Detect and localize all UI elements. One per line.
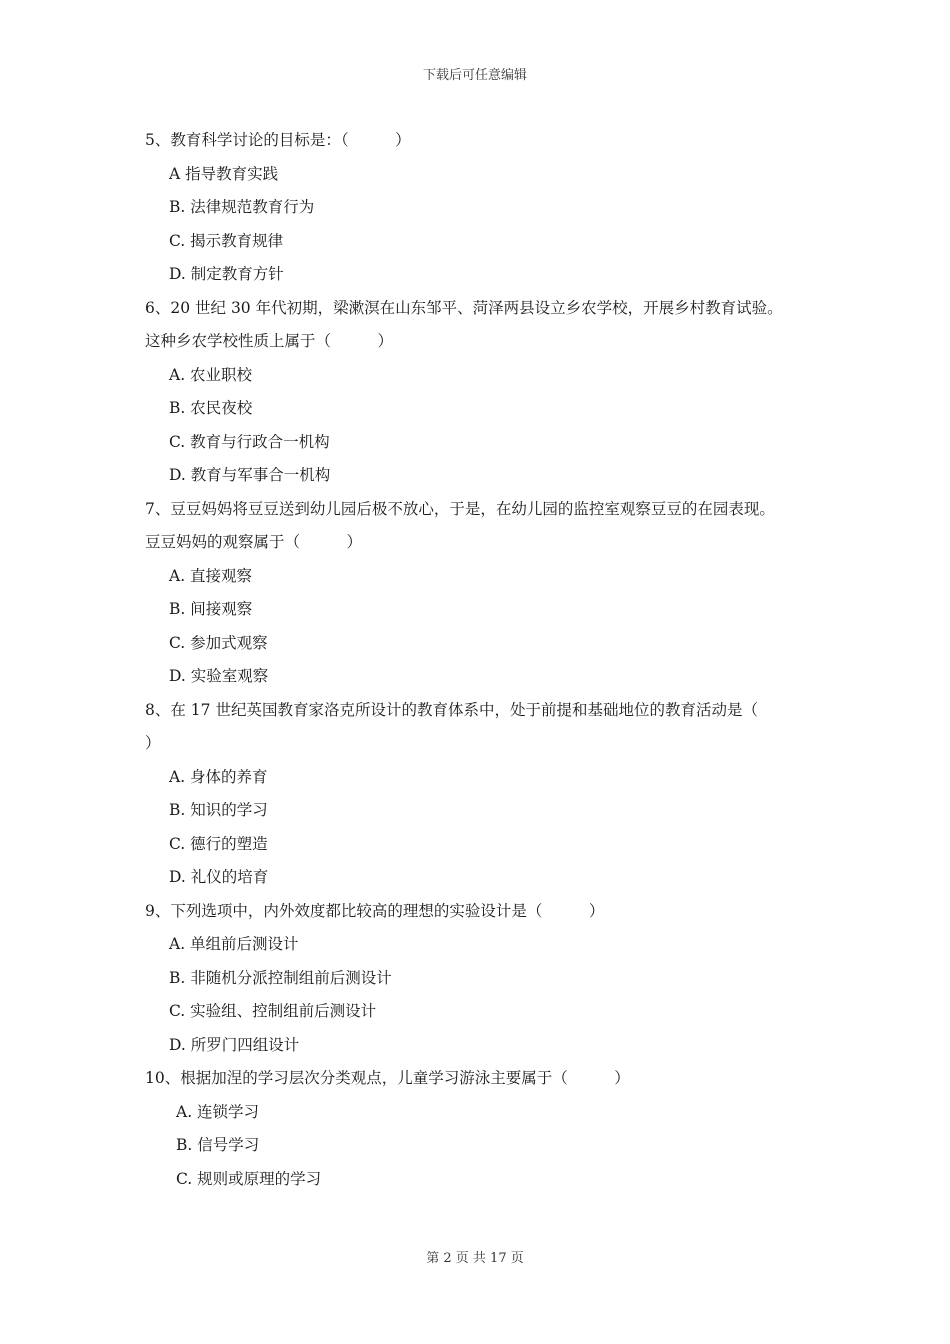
- option-c: C. 德行的塑造: [169, 834, 268, 853]
- page-footer: 第 2 页 共 17 页: [426, 1251, 524, 1266]
- question-8: [145, 694, 825, 895]
- option-b: B. 信号学习: [176, 1136, 260, 1154]
- option-a: A. 身体的养育: [169, 767, 268, 786]
- option-d: D. 实验室观察: [169, 667, 269, 685]
- question-list: [145, 124, 825, 1196]
- question-5: [145, 124, 825, 292]
- option-c: C. 实验组、控制组前后测设计: [169, 1002, 377, 1020]
- question-stem: 9、下列选项中，内外效度都比较高的理想的实验设计是（ ）: [145, 901, 605, 920]
- option-a: A 指导教育实践: [169, 164, 279, 183]
- option-a: A. 直接观察: [169, 566, 253, 585]
- option-b: B. 间接观察: [169, 600, 253, 618]
- question-stem-line-2: 这种乡农学校性质上属于（ ）: [145, 332, 394, 350]
- question-stem-line-1: 8、在 17 世纪英国教育家洛克所设计的教育体系中，处于前提和基础地位的教育活动是（: [145, 700, 758, 719]
- question-stem: 10、根据加涅的学习层次分类观点，儿童学习游泳主要属于（ ）: [145, 1069, 630, 1087]
- question-7: [145, 493, 825, 694]
- option-d: D. 所罗门四组设计: [169, 1035, 300, 1054]
- question-stem-line-2: ）: [145, 734, 161, 752]
- question-9: [145, 895, 825, 1063]
- option-a: A. 农业职校: [169, 365, 253, 384]
- option-d: D. 教育与军事合一机构: [169, 466, 331, 484]
- question-stem-line-1: 7、豆豆妈妈将豆豆送到幼儿园后极不放心，于是，在幼儿园的监控室观察豆豆的在园表现。: [145, 499, 775, 518]
- option-b: B. 非随机分派控制组前后测设计: [169, 968, 392, 987]
- question-6: [145, 292, 825, 493]
- question-stem: 5、教育科学讨论的目标是：（ ）: [145, 131, 411, 149]
- option-b: B. 知识的学习: [169, 801, 268, 819]
- option-c: C. 规则或原理的学习: [176, 1169, 322, 1188]
- option-a: A. 单组前后测设计: [169, 935, 299, 953]
- question-10: [145, 1062, 825, 1196]
- question-stem-line-1: 6、20 世纪 30 年代初期，梁漱溟在山东邹平、菏泽两县设立乡农学校，开展乡村教育试验。: [145, 298, 783, 317]
- page-header: 下载后可任意编辑: [422, 68, 527, 83]
- option-c: C. 教育与行政合一机构: [169, 432, 330, 451]
- option-c: C. 参加式观察: [169, 633, 268, 652]
- option-b: B. 农民夜校: [169, 399, 253, 417]
- option-c: C. 揭示教育规律: [169, 231, 284, 250]
- question-stem-line-2: 豆豆妈妈的观察属于（ ）: [145, 533, 363, 551]
- option-d: D. 礼仪的培育: [169, 868, 269, 886]
- option-d: D. 制定教育方针: [169, 265, 284, 283]
- option-a: A. 连锁学习: [176, 1102, 260, 1121]
- option-b: B. 法律规范教育行为: [169, 198, 315, 216]
